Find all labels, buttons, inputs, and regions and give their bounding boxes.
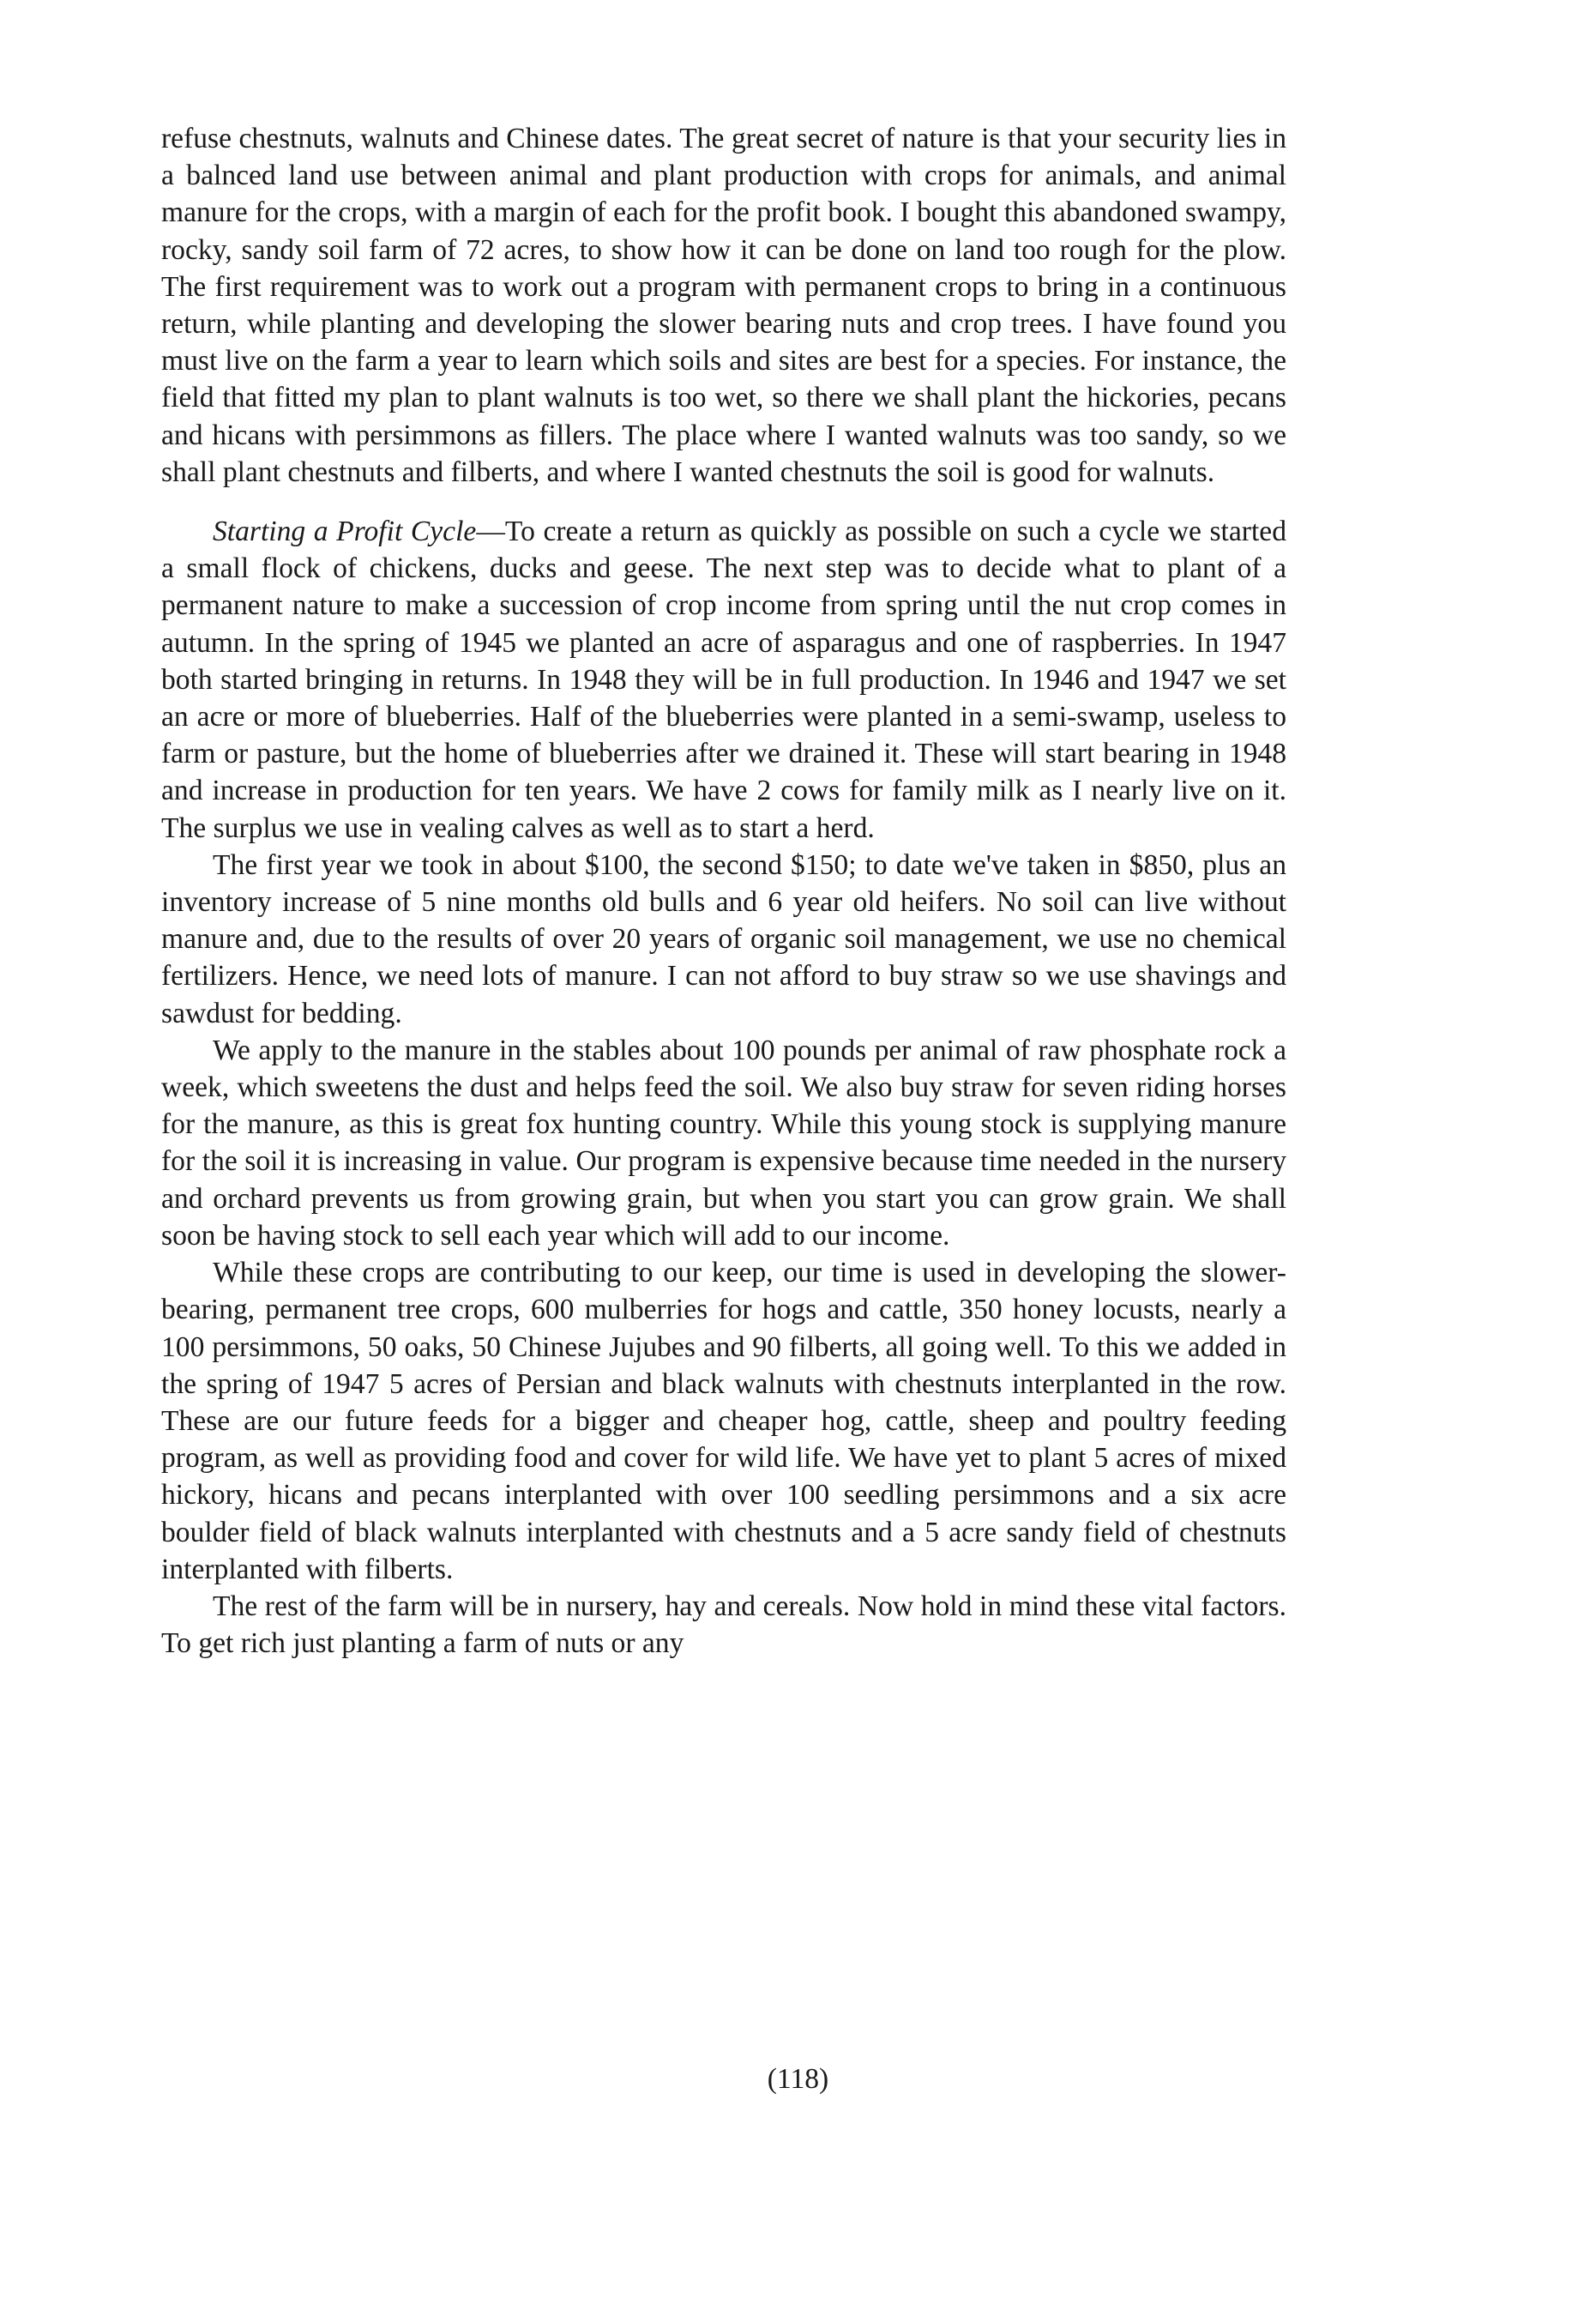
paragraph (161, 847, 1286, 1032)
paragraph-text: We apply to the manure in the stables about 100 pounds per animal of raw phosphate rock a week, which sweetens the dust and helps feed the soil. We also buy straw for seven riding horses for the manure, as this is great fox hunting country. While this young stock is supplying manure for the soil it is increasing in value. Our program is expensive because time needed in the nursery and orchard prevents us from growing grain, but when you start you can grow grain. We shall soon be having stock to sell each year which will add to our income. (161, 1034, 1286, 1252)
page-number: (118) (767, 2063, 829, 2095)
paragraph (161, 513, 1286, 847)
paragraph-text: —To create a return as quickly as possible on such a cycle we started a small flock of chickens, ducks and geese. The next step was to decide what to plant of a permanent nature to make a succession of crop income from spring until the nut crop comes in autumn. In the spring of 1945 we planted an acre of asparagus and one of raspberries. In 1947 both started bringing in returns. In 1948 they will be in full production. In 1946 and 1947 we set an acre or more of blueberries. Half of the blueberries were planted in a semi-swamp, useless to farm or pasture, but the home of blueberries after we drained it. These will start bearing in 1948 and increase in production for ten years. We have 2 cows for family milk as I nearly live on it. The surplus we use in vealing calves as well as to start a herd. (161, 516, 1286, 844)
paragraph (161, 1254, 1286, 1588)
paragraph-text: refuse chestnuts, walnuts and Chinese dates. The great secret of nature is that your security lies in a balnced land use between animal and plant production with crops for animals, and animal manure for the crops, with a margin of each for the profit book. I bought this abandoned swampy, rocky, sandy soil farm of 72 acres, to show how it can be done on land too rough for the plow. The first requirement was to work out a program with permanent crops to bring in a continuous return, while planting and developing the slower bearing nuts and crop trees. I have found you must live on the farm a year to learn which soils and sites are best for a species. For instance, the field that fitted my plan to plant walnuts is too wet, so there we shall plant the hickories, pecans and hicans with persimmons as fillers. The place where I wanted walnuts was too sandy, so we shall plant chestnuts and filberts, and where I wanted chestnuts the soil is good for walnuts. (161, 123, 1286, 488)
paragraph (161, 120, 1286, 491)
section-heading: Starting a Profit Cycle (213, 516, 477, 548)
paragraph (161, 1588, 1286, 1662)
paragraph-text: While these crops are contributing to our keep, our time is used in developing the slower-bearing, permanent tree crops, 600 mulberries for hogs and cattle, 350 honey locusts, nearly a 100 persimmons, 50 oaks, 50 Chinese Jujubes and 90 filberts, all going well. To this we added in the spring of 1947 5 acres of Persian and black walnuts with chestnuts interplanted in the row. These are our future feeds for a bigger and cheaper hog, cattle, sheep and poultry feeding program, as well as providing food and cover for wild life. We have yet to plant 5 acres of mixed hickory, hicans and pecans interplanted with over 100 seedling persimmons and a six acre boulder field of black walnuts interplanted with chestnuts and a 5 acre sandy field of chestnuts interplanted with filberts. (161, 1257, 1286, 1585)
paragraph (161, 1032, 1286, 1254)
paragraph-text: The first year we took in about $100, the second $150; to date we've taken in $850, plus an inventory increase of 5 nine months old bulls and 6 year old heifers. No soil can live without manure and, due to the results of over 20 years of organic soil management, we use no chemical fertilizers. Hence, we need lots of manure. I can not afford to buy straw so we use shavings and sawdust for bedding. (161, 848, 1286, 1029)
page-body (161, 120, 1286, 1662)
paragraph-text: The rest of the farm will be in nursery, hay and cereals. Now hold in mind these vital factors. To get rich just planting a farm of nuts or any (161, 1590, 1286, 1660)
